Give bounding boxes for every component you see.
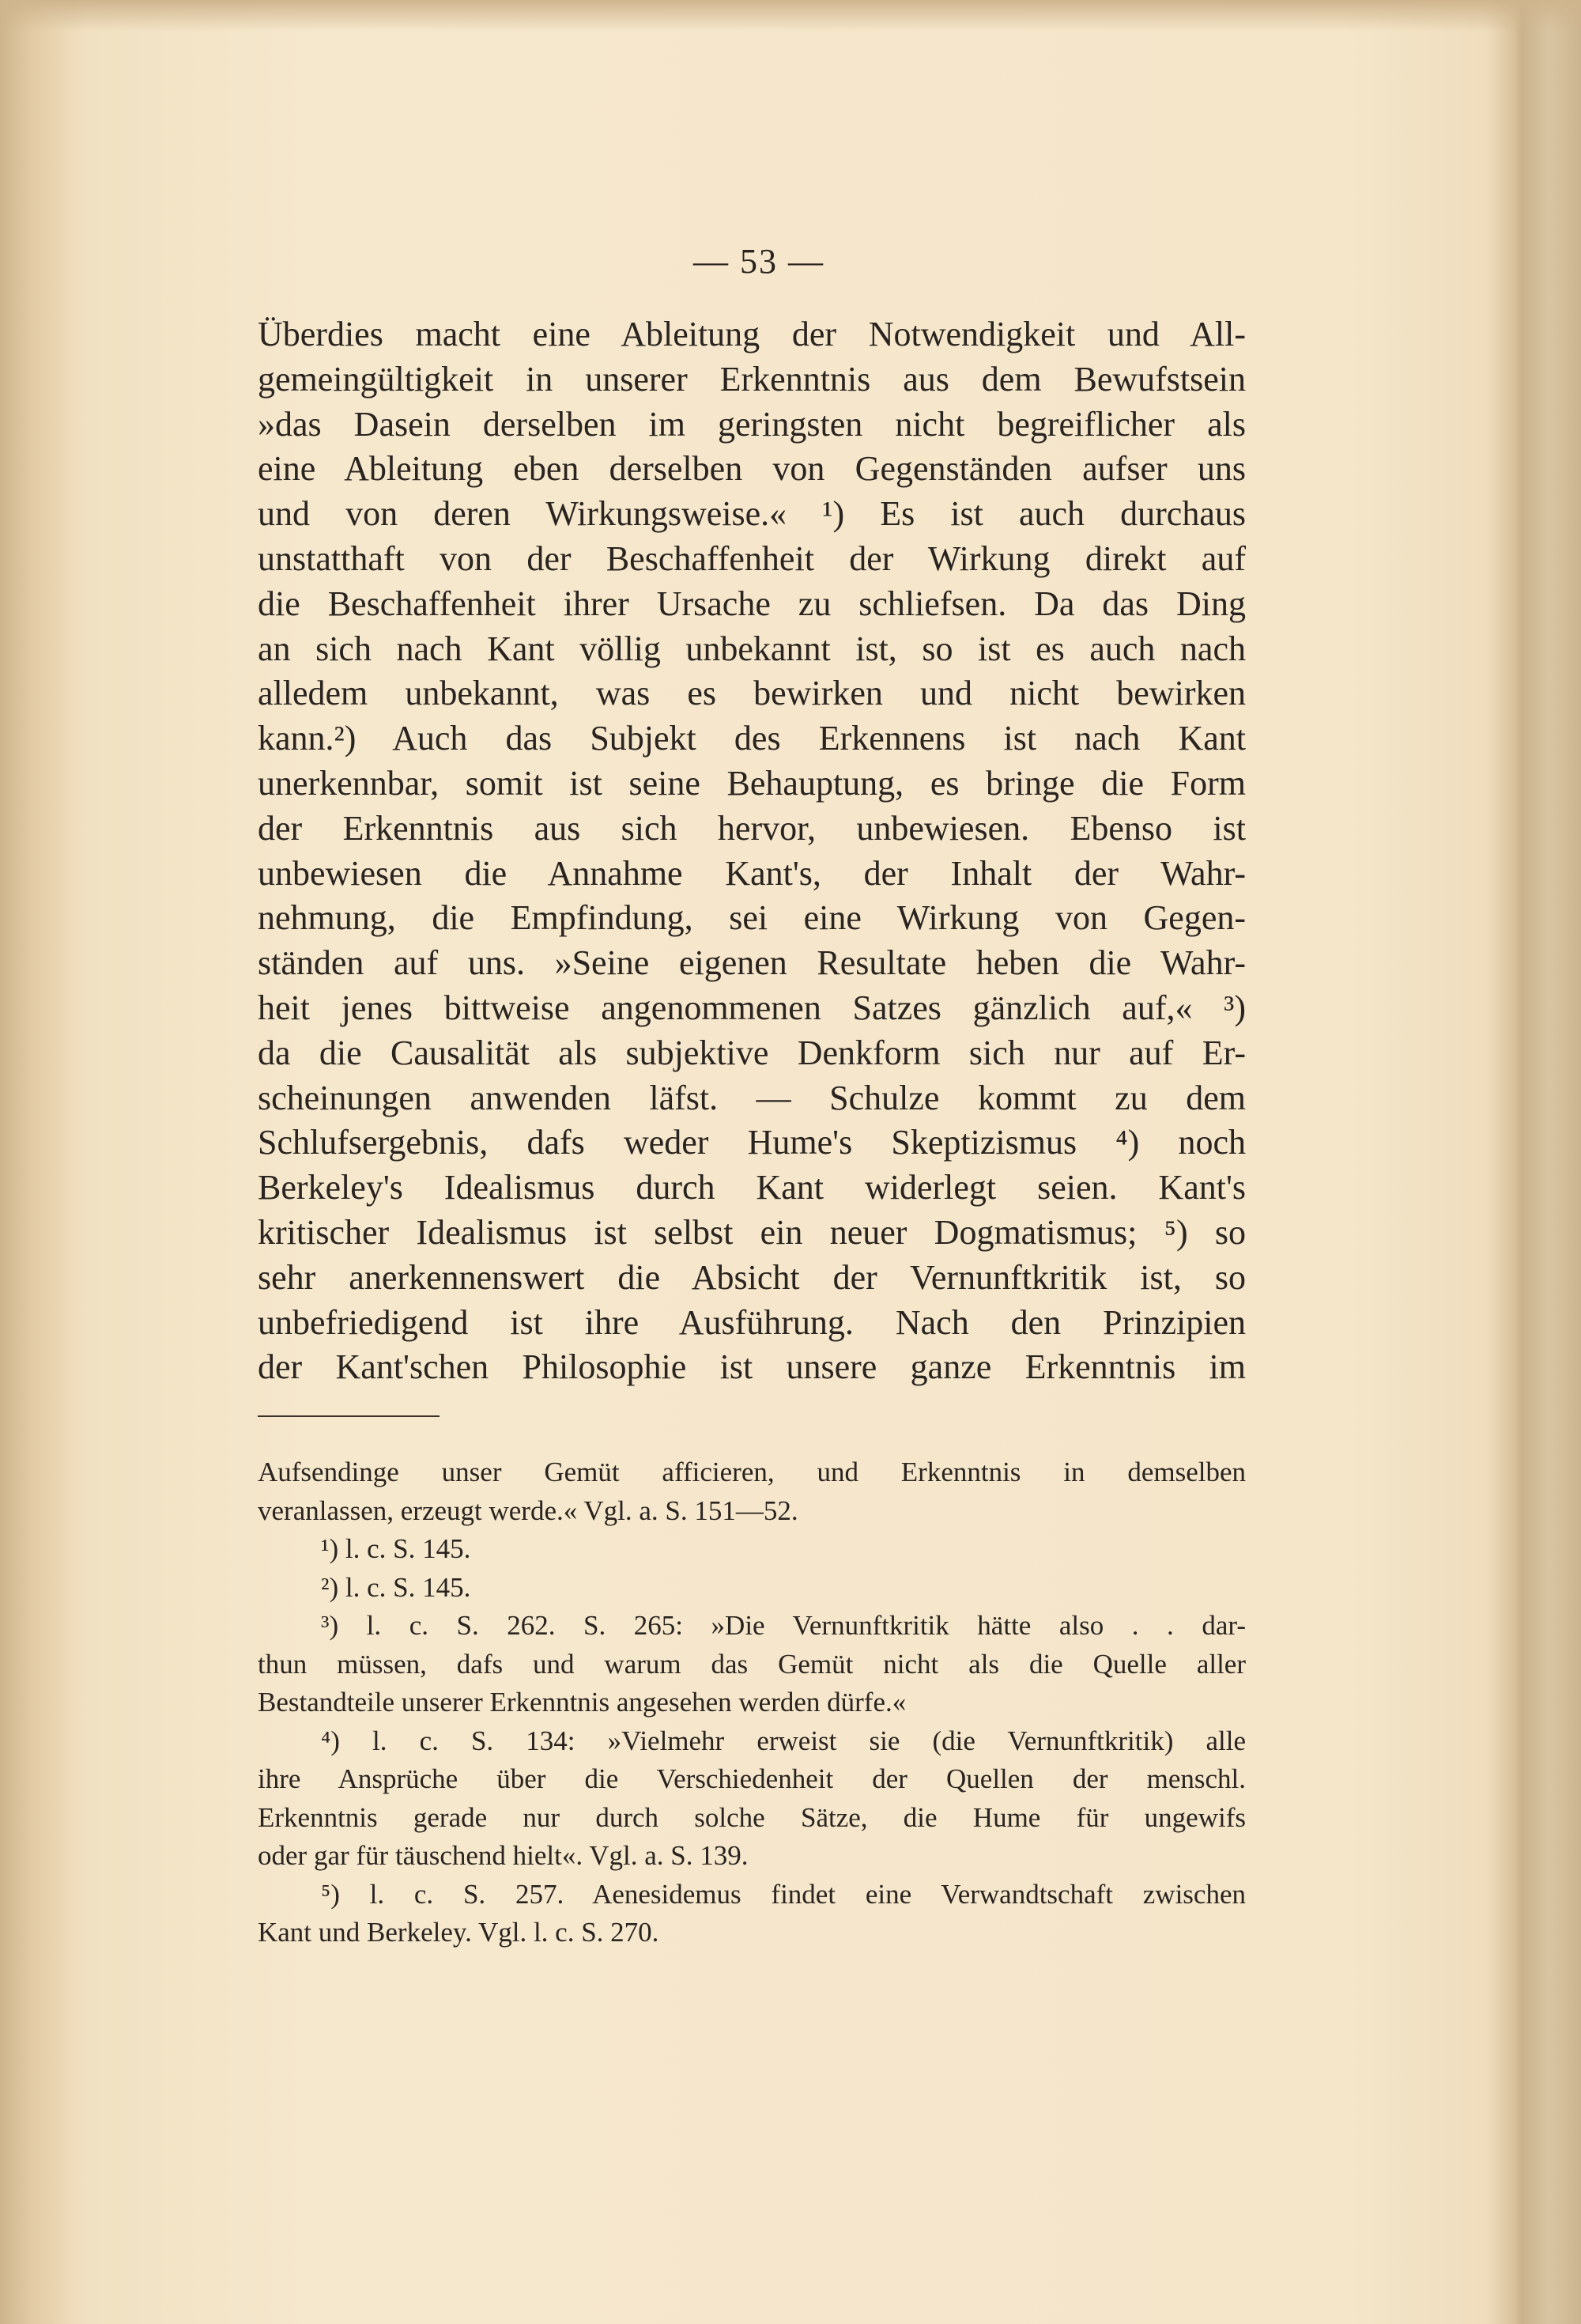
body-line: sehr anerkennenswert die Absicht der Vernunftkritik ist, so — [258, 1257, 1246, 1297]
footnote-5: ⁵) l. c. S. 257. Aenesidemus findet eine Verwandtschaft zwischen — [321, 1878, 1246, 1910]
page-top-edge — [0, 0, 1581, 32]
body-line: alledem unbekannt, was es bewirken und nicht bewirken — [258, 674, 1246, 713]
body-line: Schlufsergebnis, dafs weder Hume's Skeptizismus ⁴) noch — [258, 1123, 1246, 1162]
body-line: die Beschaffenheit ihrer Ursache zu schliefsen. Da das Ding — [258, 584, 1246, 623]
body-line: der Kant'schen Philosophie ist unsere ganze Erkenntnis im — [258, 1347, 1246, 1387]
body-line: scheinungen anwenden läfst. — Schulze kommt zu dem — [258, 1078, 1246, 1117]
body-line: unstatthaft von der Beschaffenheit der Wirkung direkt auf — [258, 538, 1246, 578]
body-line: unbewiesen die Annahme Kant's, der Inhalt der Wahr- — [258, 853, 1246, 893]
body-line: ständen auf uns. »Seine eigenen Resultate heben die Wahr- — [258, 943, 1246, 983]
footnote-4: ⁴) l. c. S. 134: »Vielmehr erweist sie (die Vernunftkritik) alle — [321, 1725, 1246, 1756]
footnote-line: ihre Ansprüche über die Verschiedenheit der Quellen der menschl. — [258, 1763, 1246, 1794]
footnote-line: Kant und Berkeley. Vgl. l. c. S. 270. — [258, 1917, 659, 1948]
footnote-line: Bestandteile unserer Erkenntnis angesehen werden dürfe.« — [258, 1687, 907, 1717]
body-line: der Erkenntnis aus sich hervor, unbewiesen. Ebenso ist — [258, 808, 1246, 848]
footnote-1: ¹) l. c. S. 145. — [321, 1533, 471, 1564]
page-number: — 53 — — [693, 242, 824, 281]
body-line: an sich nach Kant völlig unbekannt ist, so ist es auch nach — [258, 629, 1246, 668]
body-line: Berkeley's Idealismus durch Kant widerlegt seien. Kant's — [258, 1168, 1246, 1207]
footnote-3: ³) l. c. S. 262. S. 265: »Die Vernunftkritik hätte also . . dar- — [321, 1610, 1246, 1641]
footnotes — [258, 1453, 1246, 1952]
body-line: »das Dasein derselben im geringsten nicht begreiflicher als — [258, 404, 1246, 444]
body-line: gemeingültigkeit in unserer Erkenntnis aus dem Bewufstsein — [258, 359, 1246, 399]
footnote-line: veranlassen, erzeugt werde.« Vgl. a. S. 151—52. — [258, 1495, 798, 1526]
footnote-line: thun müssen, dafs und warum das Gemüt nicht als die Quelle aller — [258, 1648, 1246, 1680]
body-line: unerkennbar, somit ist seine Behauptung, es bringe die Form — [258, 763, 1246, 803]
body-line: kritischer Idealismus ist selbst ein neuer Dogmatismus; ⁵) so — [258, 1212, 1246, 1252]
footnote-line: Aufsendinge unser Gemüt afficieren, und Erkenntnis in demselben — [258, 1457, 1246, 1487]
body-line: kann.²) Auch das Subjekt des Erkennens ist nach Kant — [258, 719, 1246, 758]
body-line: nehmung, die Empfindung, sei eine Wirkung von Gegen- — [258, 898, 1246, 938]
body-text — [258, 312, 1246, 1390]
footnote-line: oder gar für täuschend hielt«. Vgl. a. S. 139. — [258, 1840, 749, 1871]
body-line: eine Ableitung eben derselben von Gegenständen aufser uns — [258, 449, 1246, 489]
body-line: unbefriedigend ist ihre Ausführung. Nach den Prinzipien — [258, 1302, 1246, 1342]
footnote-2: ²) l. c. S. 145. — [321, 1571, 471, 1603]
footnote-divider — [258, 1415, 440, 1417]
body-line: heit jenes bittweise angenommenen Satzes gänzlich auf,« ³) — [258, 988, 1246, 1027]
body-line: und von deren Wirkungsweise.« ¹) Es ist auch durchaus — [258, 494, 1246, 534]
footnote-line: Erkenntnis gerade nur durch solche Sätze, die Hume für ungewifs — [258, 1801, 1246, 1833]
body-line: Überdies macht eine Ableitung der Notwendigkeit und All- — [258, 315, 1246, 353]
body-line: da die Causalität als subjektive Denkform sich nur auf Er- — [258, 1033, 1246, 1072]
